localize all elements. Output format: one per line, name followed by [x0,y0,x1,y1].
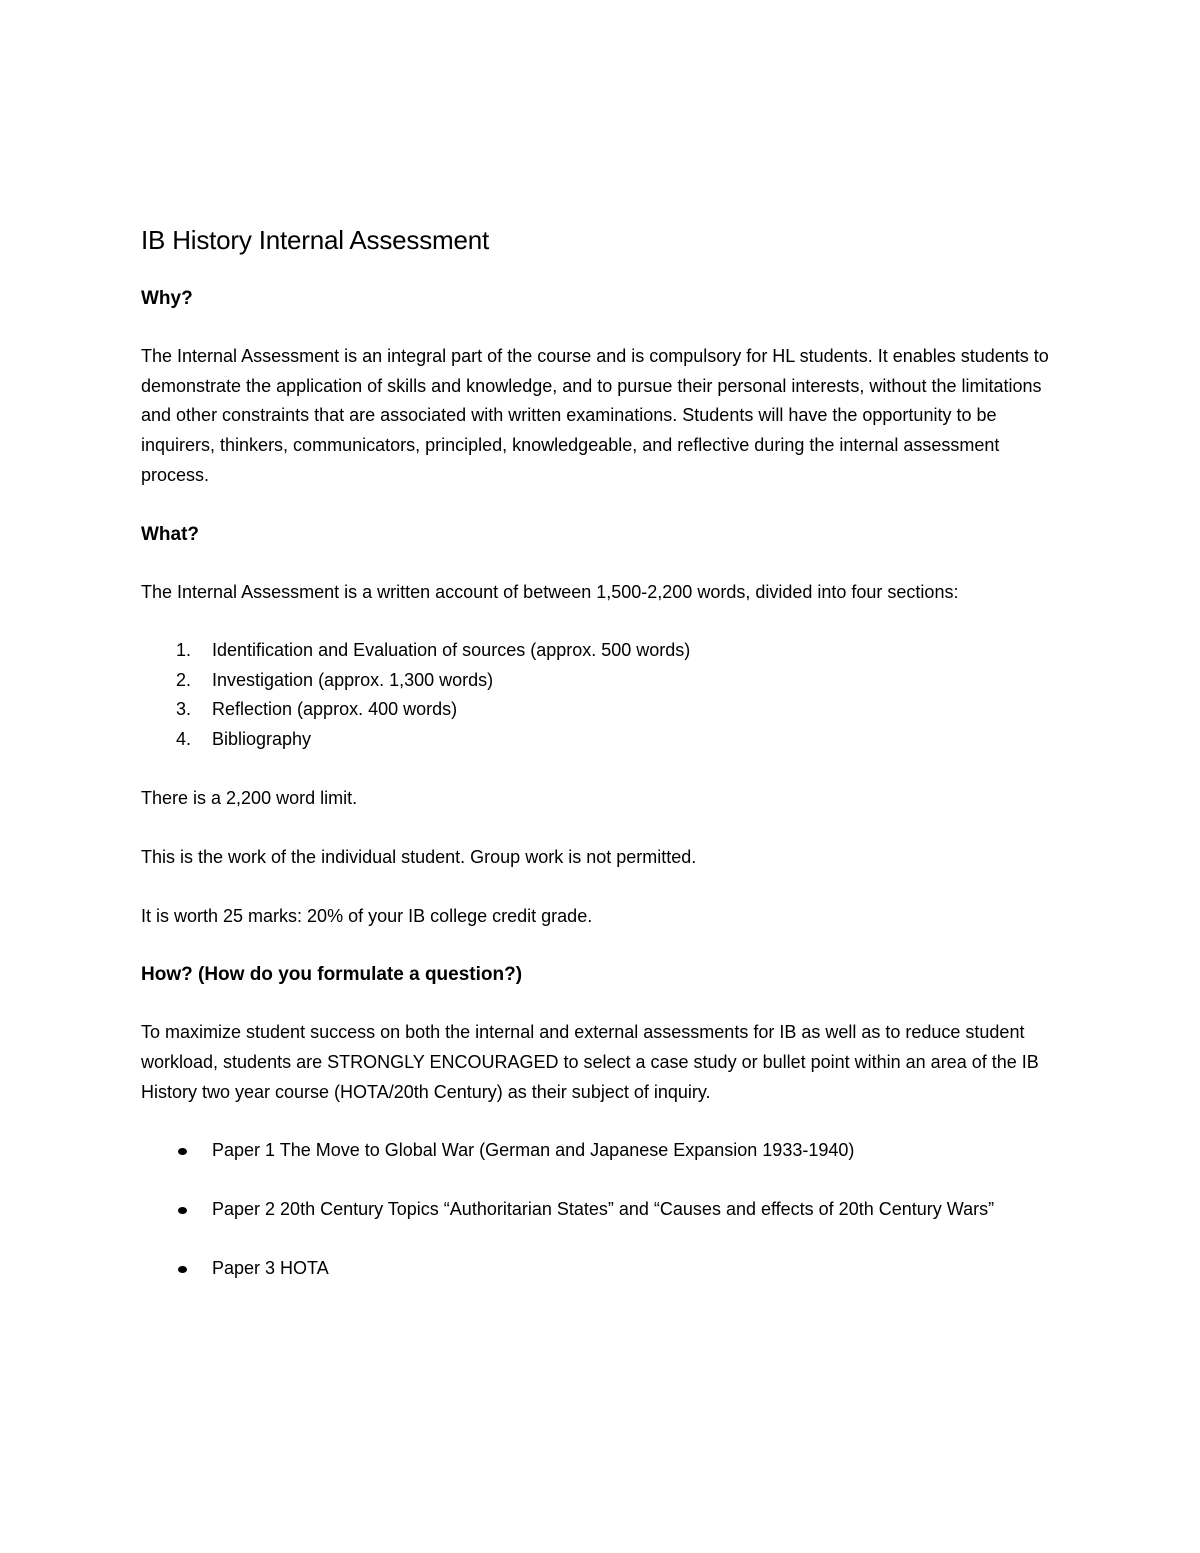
how-paragraph: To maximize student success on both the internal and external assessments for IB as well as to reduce student workload, students are STRONGLY ENCOURAGED to select a case study or bullet point within an area of the IB History two year course (HOTA/20th Century) as their subject of inquiry. [141,1022,1039,1102]
papers-bullet-list [141,1136,1071,1283]
list-item-text: Paper 3 HOTA [212,1257,329,1278]
list-item-text: Paper 2 20th Century Topics “Authoritarian States” and “Causes and effects of 20th Century Wars” [212,1199,995,1220]
section-heading-what: What? [141,523,200,545]
sections-numbered-list [141,636,1071,754]
list-item [141,1254,1071,1284]
worth-paragraph: It is worth 25 marks: 20% of your IB college credit grade. [141,905,593,926]
section-heading-why: Why? [141,288,193,309]
section-heading-how: How? (How do you formulate a question?) [141,964,523,986]
bullet-icon [178,1207,187,1214]
list-item [141,695,1071,725]
why-paragraph: The Internal Assessment is an integral part of the course and is compulsory for HL students. It enables students to demonstrate the application of skills and knowledge, and to pursue their personal interests, without the limitations and other constraints that are associated with written examinations. Students will have the opportunity to be inquirers, thinkers, communicators, principled, knowledgeable, and reflective during the internal assessment process. [141,346,1049,485]
individual-work-paragraph: This is the work of the individual student. Group work is not permitted. [141,846,697,867]
list-item-number: 1. [176,640,192,661]
list-item-text: Investigation (approx. 1,300 words) [212,669,494,690]
document-title: IB History Internal Assessment [141,225,490,255]
list-item-number: 2. [176,669,192,690]
list-item [141,725,1071,755]
bullet-icon [178,1148,187,1155]
bullet-icon [178,1266,187,1273]
list-item [141,1136,1071,1166]
list-item-text: Paper 1 The Move to Global War (German and Japanese Expansion 1933-1940) [212,1140,855,1161]
list-item [141,666,1071,696]
document-page [141,220,1071,1313]
list-item-text: Identification and Evaluation of sources (approx. 500 words) [212,640,691,661]
what-intro-paragraph: The Internal Assessment is a written account of between 1,500-2,200 words, divided into four sections: [141,581,959,602]
list-item-text: Bibliography [212,728,312,749]
list-item [141,636,1071,666]
word-limit-paragraph: There is a 2,200 word limit. [141,788,358,809]
list-item-text: Reflection (approx. 400 words) [212,699,458,720]
list-item-number: 4. [176,728,192,749]
list-item-number: 3. [176,699,192,720]
list-item [141,1195,1071,1225]
